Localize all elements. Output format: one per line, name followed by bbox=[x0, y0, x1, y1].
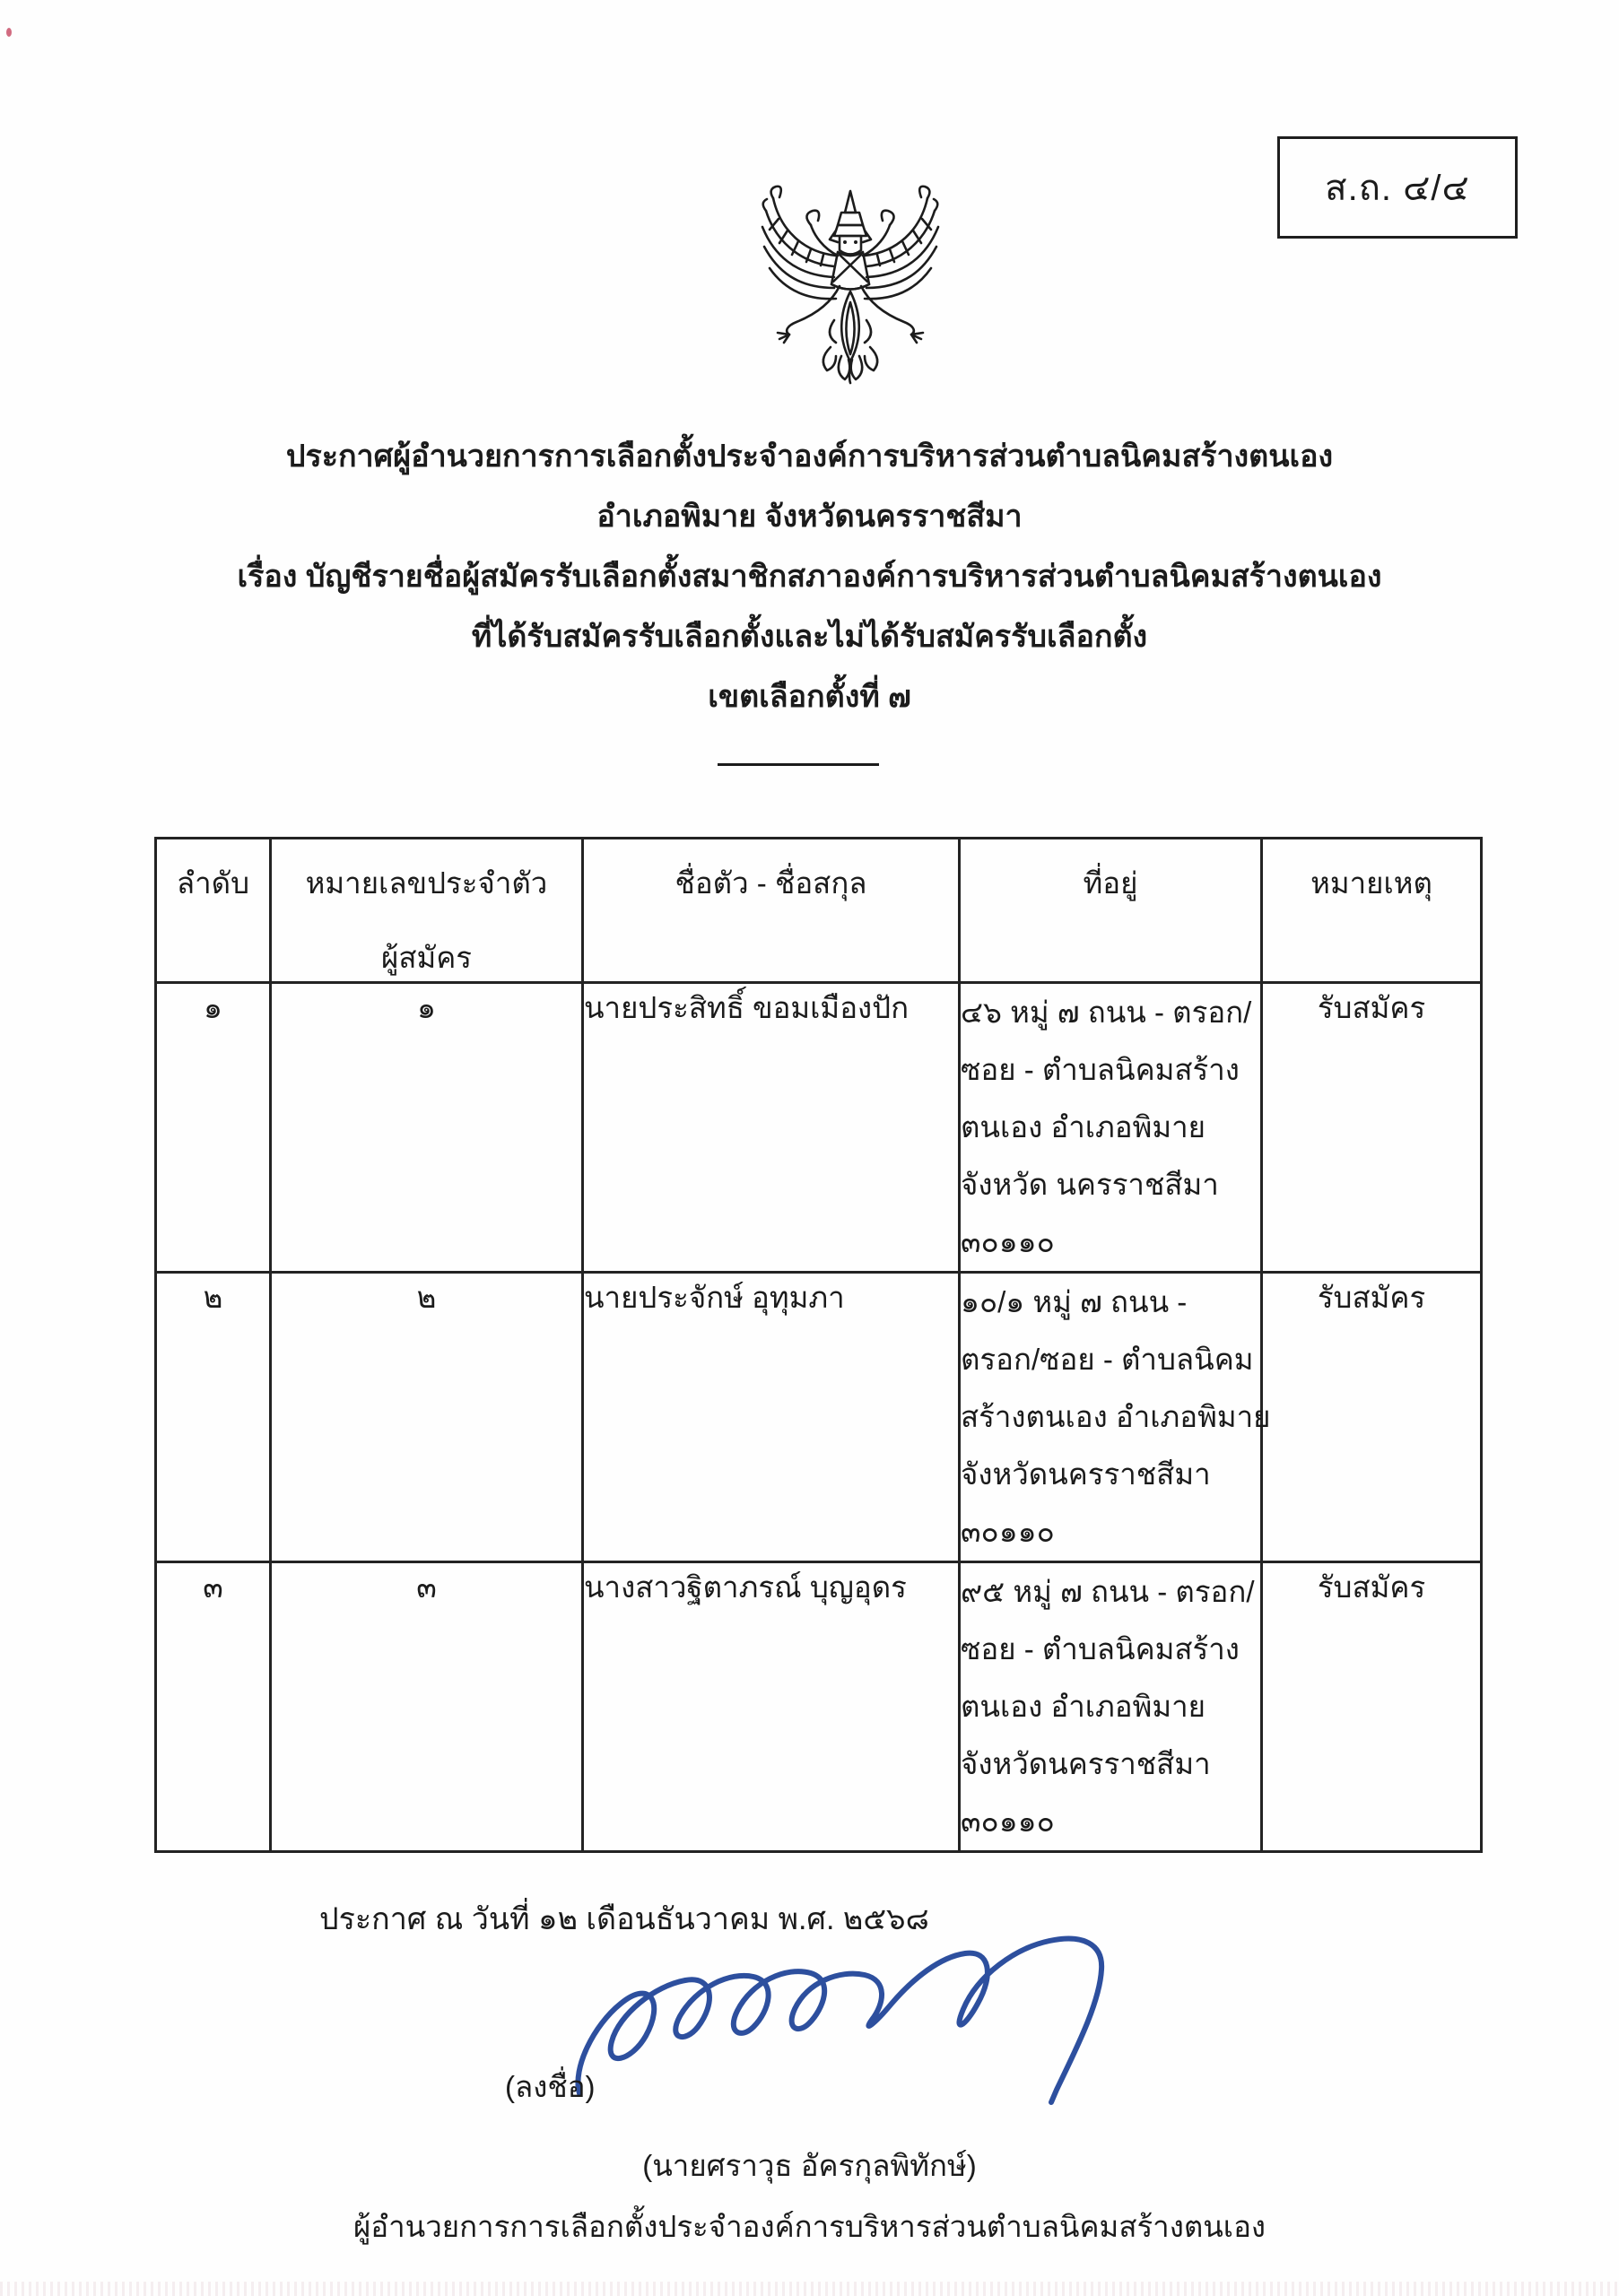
cell-remark: รับสมัคร bbox=[1262, 1562, 1482, 1852]
signature-ink-icon bbox=[554, 1918, 1200, 2124]
form-code-label: ส.ถ. ๔/๔ bbox=[1325, 169, 1470, 208]
cell-remark: รับสมัคร bbox=[1262, 983, 1482, 1273]
title-line-3: เรื่อง บัญชีรายชื่อผู้สมัครรับเลือกตั้งสมาชิกสภาองค์การบริหารส่วนตำบลนิคมสร้างตนเอง bbox=[237, 560, 1382, 594]
title-line-5: เขตเลือกตั้งที่ ๗ bbox=[708, 680, 911, 714]
col-header-candidate-no: หมายเลขประจำตัว ผู้สมัคร bbox=[271, 839, 583, 983]
col-header-name: ชื่อตัว - ชื่อสกุล bbox=[583, 839, 960, 983]
table-row bbox=[156, 1273, 1482, 1562]
title-line-4: ที่ได้รับสมัครรับเลือกตั้งและไม่ได้รับสมัครรับเลือกตั้ง bbox=[471, 620, 1148, 654]
title-line-1: ประกาศผู้อำนวยการการเลือกตั้งประจำองค์การบริหารส่วนตำบลนิคมสร้างตนเอง bbox=[285, 439, 1334, 474]
cell-name: นายประสิทธิ์ ขอมเมืองปัก bbox=[583, 983, 960, 1273]
sign-label: (ลงชื่อ) bbox=[505, 2070, 596, 2103]
cell-address: ๔๖ หมู่ ๗ ถนน - ตรอก/ ซอย - ตำบลนิคมสร้าง ตนเอง อำเภอพิมาย จังหวัด นครราชสีมา ๓๐๑๑๐ bbox=[960, 983, 1262, 1273]
table-row bbox=[156, 983, 1482, 1273]
col-header-no: ลำดับ bbox=[156, 839, 271, 983]
table-row bbox=[156, 1562, 1482, 1852]
cell-address: ๙๕ หมู่ ๗ ถนน - ตรอก/ ซอย - ตำบลนิคมสร้าง ตนเอง อำเภอพิมาย จังหวัดนครราชสีมา ๓๐๑๑๐ bbox=[960, 1562, 1262, 1852]
document-title-block bbox=[0, 427, 1619, 727]
cell-name: นางสาวฐิตาภรณ์ บุญอุดร bbox=[583, 1562, 960, 1852]
signer-title: ผู้อำนวยการการเลือกตั้งประจำองค์การบริหารส่วนตำบลนิคมสร้างตนเอง bbox=[353, 2210, 1266, 2243]
col-header-address: ที่อยู่ bbox=[960, 839, 1262, 983]
cell-address: ๑๐/๑ หมู่ ๗ ถนน - ตรอก/ซอย - ตำบลนิคม สร้างตนเอง อำเภอพิมาย จังหวัดนครราชสีมา ๓๐๑๑๐ bbox=[960, 1273, 1262, 1562]
cell-order: ๑ bbox=[156, 983, 271, 1273]
cell-order: ๓ bbox=[156, 1562, 271, 1852]
candidates-table bbox=[154, 837, 1483, 1853]
col-header-remark: หมายเหตุ bbox=[1262, 839, 1482, 983]
scan-artifact-bottom-band bbox=[0, 2282, 1619, 2296]
cell-candidate-no: ๒ bbox=[271, 1273, 583, 1562]
form-code-box bbox=[1277, 136, 1518, 239]
garuda-emblem-icon bbox=[752, 185, 949, 393]
table-header-row bbox=[156, 839, 1482, 983]
title-line-2: อำเภอพิมาย จังหวัดนครราชสีมา bbox=[596, 500, 1023, 534]
cell-candidate-no: ๑ bbox=[271, 983, 583, 1273]
cell-candidate-no: ๓ bbox=[271, 1562, 583, 1852]
cell-remark: รับสมัคร bbox=[1262, 1273, 1482, 1562]
scan-artifact-dot bbox=[6, 28, 12, 37]
title-divider-rule bbox=[718, 763, 879, 766]
cell-order: ๒ bbox=[156, 1273, 271, 1562]
announcement-date-line: ประกาศ ณ วันที่ ๑๒ เดือนธันวาคม พ.ศ. ๒๕๖๘ bbox=[319, 1902, 929, 1936]
signer-name: (นายศราวุธ อัครกุลพิทักษ์) bbox=[642, 2149, 977, 2182]
cell-name: นายประจักษ์ อุทุมภา bbox=[583, 1273, 960, 1562]
